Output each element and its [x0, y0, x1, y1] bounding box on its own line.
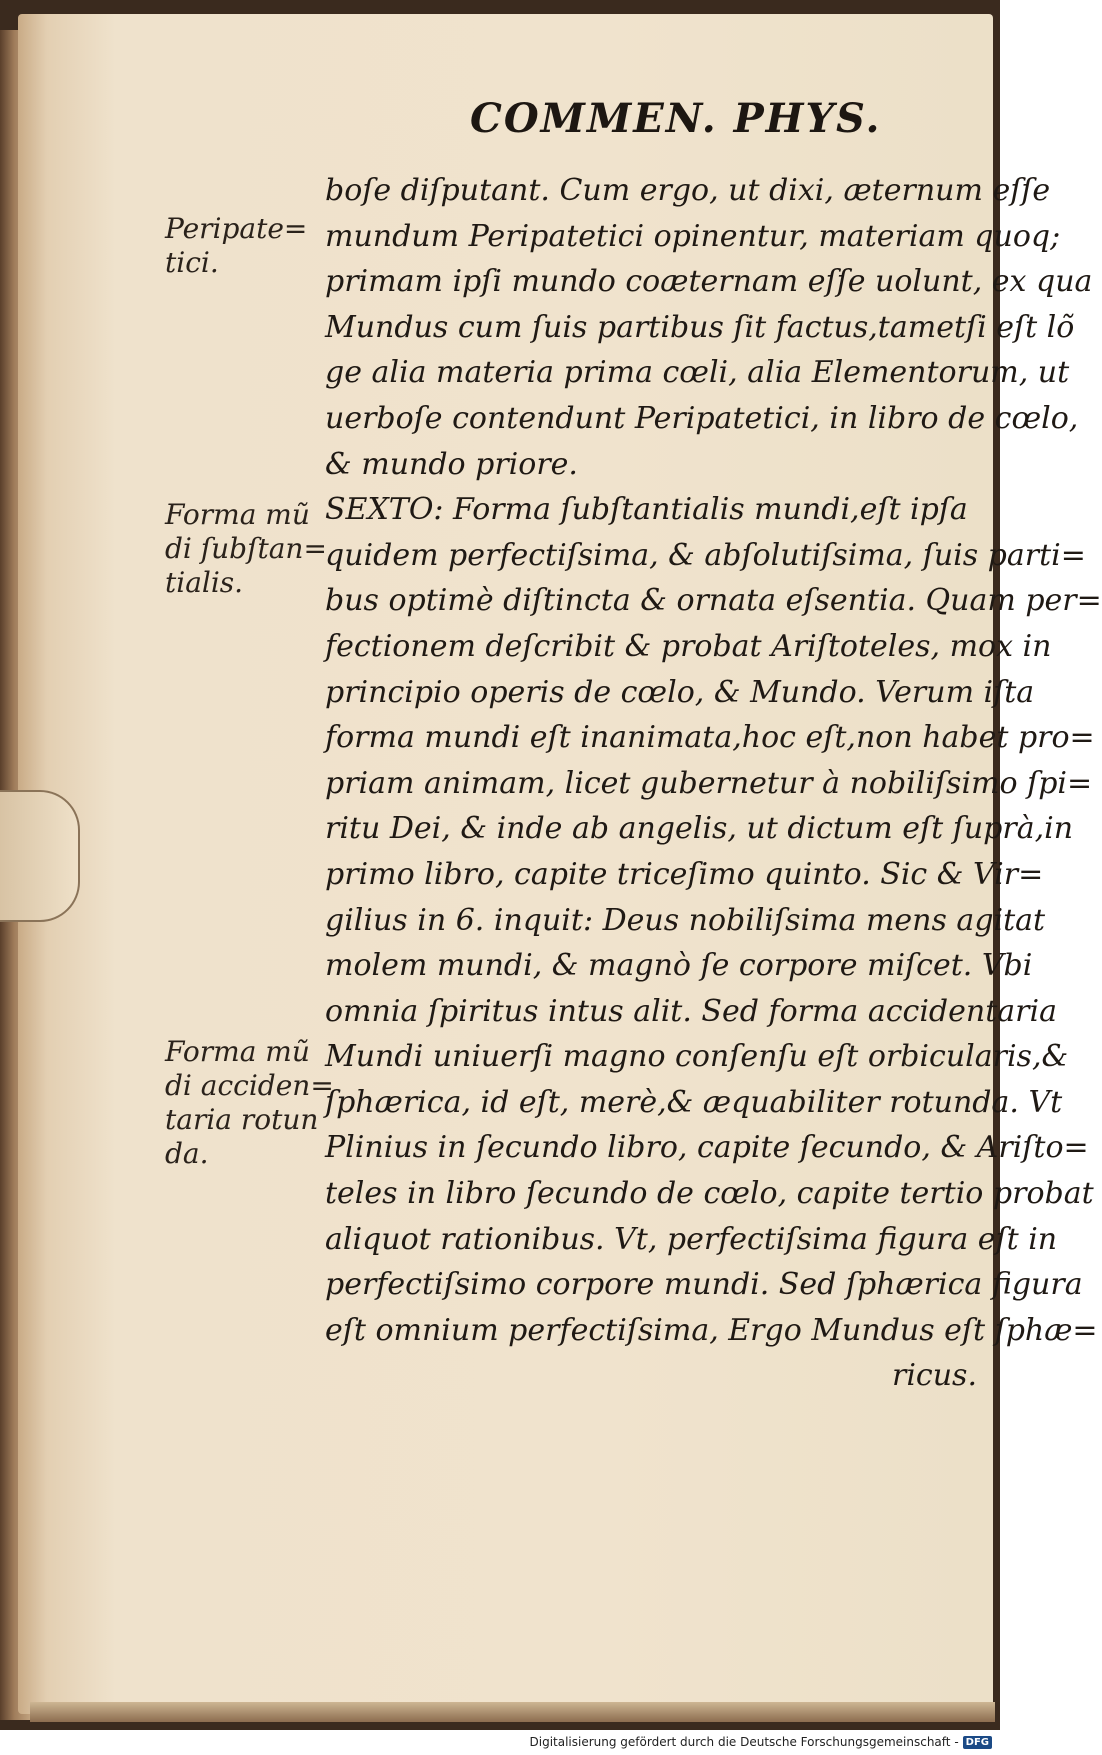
margin-note-line: Forma mũ — [165, 1035, 310, 1068]
text-line: aliquot rationibus. Vt, perfectiſsima figura eſt in — [325, 1221, 1058, 1257]
margin-note-line: tialis. — [165, 566, 244, 599]
text-line: ge alia materia prima cœli, alia Elementorum, ut — [325, 355, 1070, 391]
text-line: Plinius in ſecundo libro, capite ſecundo, & Ariſto= — [325, 1130, 1089, 1166]
text-line: eſt omnium perfectiſsima, Ergo Mundus eſt ſphæ= — [325, 1312, 1098, 1348]
text-line: perfectiſsimo corpore mundi. Sed ſphærica figura — [325, 1267, 1083, 1303]
page-bottom-edge — [30, 1702, 995, 1722]
text-line: principio operis de cœlo, & Mundo. Verum iſta — [325, 674, 1035, 710]
text-line: & mundo priore. — [325, 446, 578, 482]
margin-note-line: da. — [165, 1137, 209, 1170]
text-line: Mundi uniuerſi magno conſenſu eſt orbicularis,& — [325, 1039, 1069, 1075]
digitization-credit — [530, 1735, 993, 1749]
text-line: molem mundi, & magnò ſe corpore miſcet. Vbi — [325, 948, 1033, 984]
text-line: primo libro, capite triceſimo quinto. Sic & Vir= — [325, 856, 1044, 892]
text-line: priam animam, licet gubernetur à nobiliſsimo ſpi= — [325, 765, 1093, 801]
margin-note-line: Peripate= — [165, 212, 308, 245]
text-line: bus optimè diſtincta & ornata eſsentia. Quam per= — [325, 583, 1102, 619]
body-text — [325, 168, 1102, 1399]
text-line: uerboſe contendunt Peripatetici, in libro de cœlo, — [325, 400, 1079, 436]
margin-note-line: di acciden= — [165, 1069, 334, 1102]
margin-note-line: Forma mũ — [165, 498, 310, 531]
text-line: forma mundi eſt inanimata,hoc eſt,non habet pro= — [325, 720, 1095, 756]
text-line: ſphærica, id eſt, merè,& æquabiliter rotunda. Vt — [325, 1084, 1063, 1120]
text-line: Mundus cum ſuis partibus ſit factus,tametſi eſt lõ — [325, 309, 1075, 345]
margin-note-line: di ſubſtan= — [165, 532, 327, 565]
text-line: omnia ſpiritus intus alit. Sed forma accidentaria — [325, 993, 1057, 1029]
credit-text: Digitalisierung gefördert durch die Deutsche Forschungsgemeinschaft - — [529, 1735, 959, 1749]
book-clasp — [0, 790, 80, 922]
margin-note-forma-substantialis — [165, 498, 335, 600]
text-line: quidem perfectiſsima, & abſolutiſsima, ſuis parti= — [325, 537, 1086, 573]
text-line: ritu Dei, & inde ab angelis, ut dictum eſt ſuprà,in — [325, 811, 1074, 847]
margin-note-line: taria rotun — [165, 1103, 319, 1136]
text-line: primam ipſi mundo coæternam eſſe uolunt, ex qua — [325, 264, 1093, 300]
text-line: gilius in 6. inquit: Deus nobiliſsima mens agitat — [325, 902, 1046, 938]
margin-note-line: tici. — [165, 246, 219, 279]
margin-note-forma-accidentaria — [165, 1035, 335, 1171]
text-line: teles in libro ſecundo de cœlo, capite tertio probat — [325, 1176, 1094, 1212]
text-line: fectionem deſcribit & probat Ariſtoteles, mox in — [325, 628, 1052, 664]
margin-note-peripatetici — [165, 212, 335, 280]
running-head: COMMEN. PHYS. — [470, 95, 882, 142]
text-line: boſe diſputant. Cum ergo, ut dixi, æternum eſſe — [325, 173, 1051, 208]
text-line: mundum Peripatetici opinentur, materiam quoq; — [325, 218, 1061, 254]
text-line: SEXTO: Forma ſubſtantialis mundi,eſt ipſa — [325, 492, 968, 528]
text-line-catchword: ricus. — [892, 1358, 977, 1394]
dfg-logo: DFG — [963, 1736, 992, 1749]
